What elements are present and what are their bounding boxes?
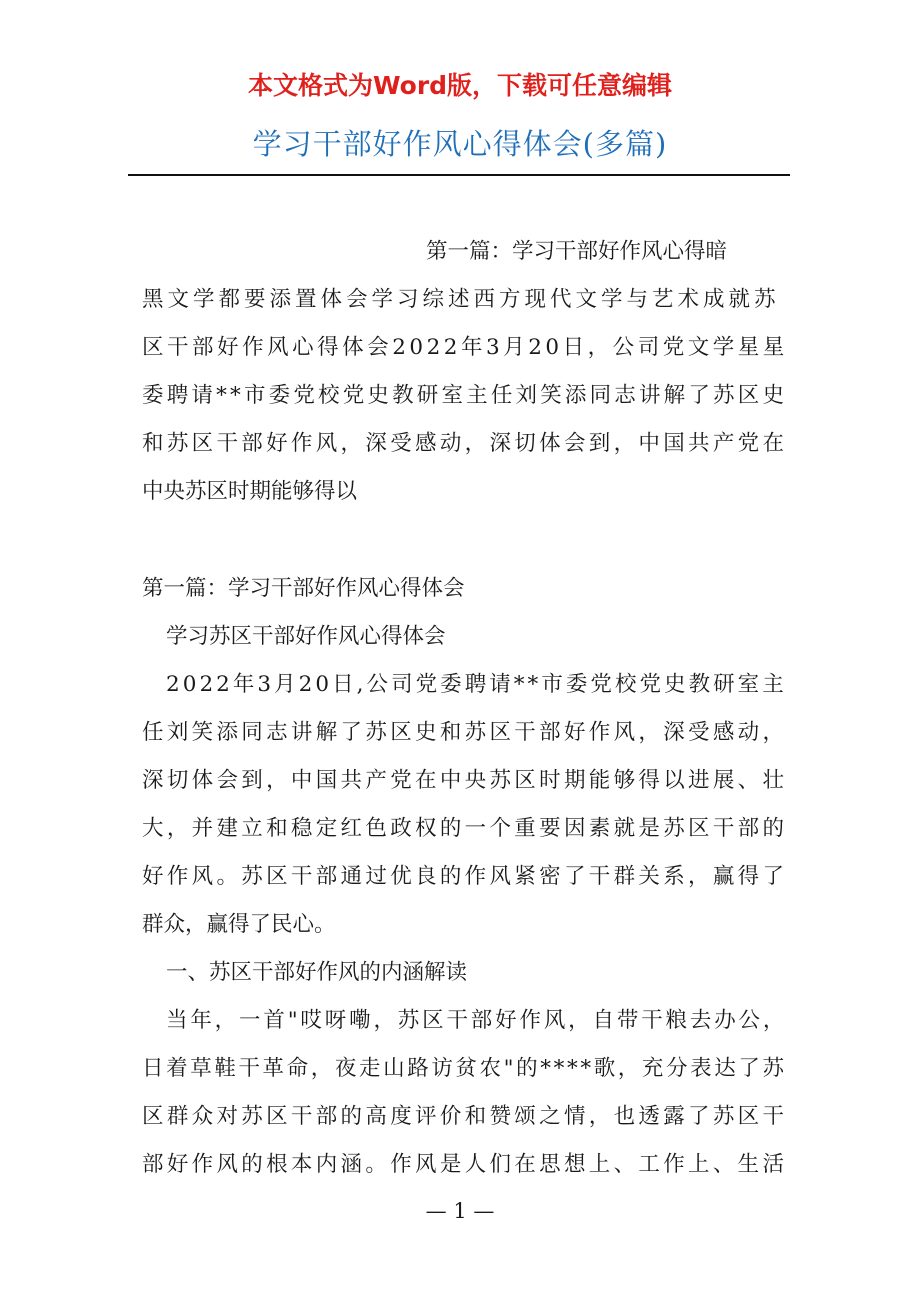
body-line: 任刘笑添同志讲解了苏区史和苏区干部好作风，深受感动， — [142, 720, 788, 745]
body-line: 好作风。苏区干部通过优良的作风紧密了干群关系，赢得了 — [142, 864, 788, 889]
body-line: 部好作风的根本内涵。作风是人们在思想上、工作上、生活 — [142, 1152, 788, 1177]
title-divider — [128, 174, 790, 176]
body-line: 大，并建立和稳定红色政权的一个重要因素就是苏区干部的 — [142, 816, 788, 841]
body-line: 区干部好作风心得体会2022年3月20日，公司党文学星星 — [142, 335, 788, 360]
body-line: 第一篇：学习干部好作风心得暗 — [426, 239, 728, 264]
page-number: — 1 — — [425, 1199, 495, 1223]
body-line: 2022年3月20日,公司党委聘请**市委党校党史教研室主 — [166, 672, 787, 697]
download-notice: 本文格式为Word版，下载可任意编辑 — [247, 71, 673, 100]
body-line: 当年，一首"哎呀嘞，苏区干部好作风，自带干粮去办公， — [166, 1008, 788, 1033]
document-title: 学习干部好作风心得体会(多篇) — [252, 127, 668, 161]
body-line: 区群众对苏区干部的高度评价和赞颂之情，也透露了苏区干 — [142, 1104, 788, 1129]
body-line: 和苏区干部好作风，深受感动，深切体会到，中国共产党在 — [142, 431, 788, 456]
section-heading: 第一篇：学习干部好作风心得体会 — [142, 576, 465, 601]
body-line: 深切体会到，中国共产党在中央苏区时期能够得以进展、壮 — [142, 768, 788, 793]
body-line: 群众，赢得了民心。 — [142, 912, 336, 937]
body-line: 一、苏区干部好作风的内涵解读 — [166, 960, 468, 985]
body-line: 黑文学都要添置体会学习综述西方现代文学与艺术成就苏 — [142, 287, 780, 312]
body-line: 委聘请**市委党校党史教研室主任刘笑添同志讲解了苏区史 — [142, 383, 788, 408]
body-line: 学习苏区干部好作风心得体会 — [166, 624, 446, 649]
body-line: 中央苏区时期能够得以 — [142, 479, 358, 504]
body-line: 日着草鞋干革命，夜走山路访贫农"的****歌，充分表达了苏 — [142, 1056, 787, 1081]
